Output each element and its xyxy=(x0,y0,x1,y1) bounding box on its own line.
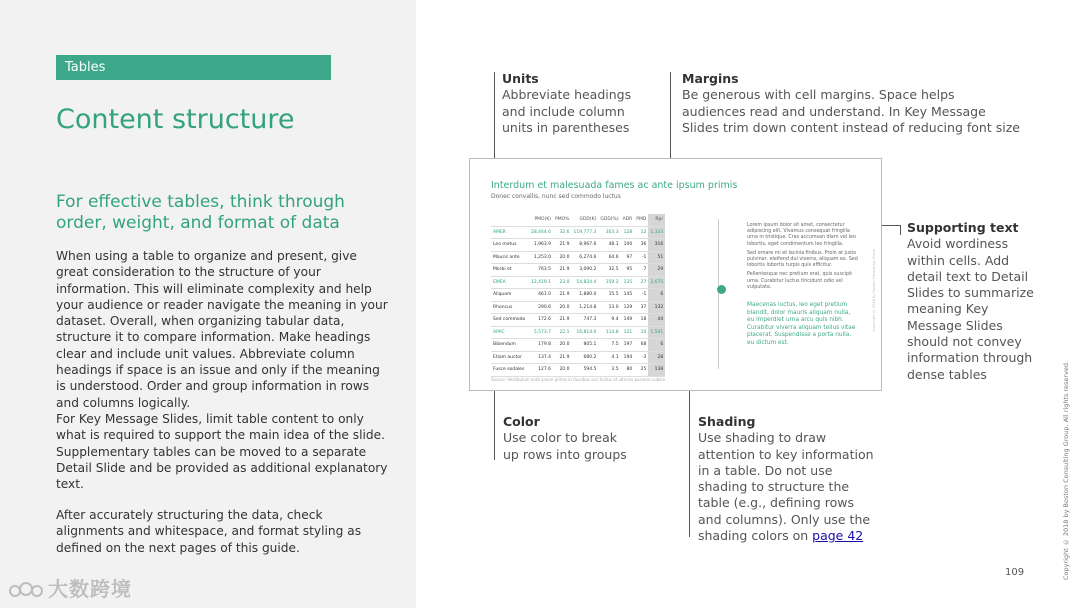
callout-supporting-body: Avoid wordiness within cells. Add detail text to Detail Slides to summarize meaning Key Message Slides should not convey information through dense tables xyxy=(907,236,1034,382)
table-cell: 4.1 xyxy=(598,351,620,364)
table-cell: 149 xyxy=(621,314,635,327)
table-cell: 29 xyxy=(648,264,665,277)
thumbnail-connector-dot xyxy=(717,285,726,294)
table-cell: 135 xyxy=(621,276,635,289)
table-header-cell: GDD(%) xyxy=(598,214,620,226)
table-cell: 3.5 xyxy=(598,364,620,377)
table-cell: 7.5 xyxy=(598,339,620,352)
table-row xyxy=(491,364,665,377)
table-cell: AMER xyxy=(491,226,529,239)
thumbnail-text-paragraph: Sed ornare mi et lacinia finibus. Proin at justo pulvinar, eleifend dui viverra, aliquam ex. Sed lobortis lobortis turpis quis efficitur. xyxy=(747,250,858,269)
thumbnail-divider xyxy=(718,219,719,369)
callout-margins-heading: Margins xyxy=(682,71,739,86)
table-cell: 32.5 xyxy=(598,264,620,277)
table-group-row xyxy=(491,226,665,239)
table-cell: -1 xyxy=(634,289,648,302)
page-title: Content structure xyxy=(56,104,295,135)
table-cell: 290.6 xyxy=(529,301,553,314)
thumbnail-title: Interdum et malesuada fames ac ante ipsum primis xyxy=(491,180,738,191)
thumbnail-subtitle: Donec convallis, nunc sed commodo luctus xyxy=(491,193,621,200)
table-cell: Rhoncus xyxy=(491,301,529,314)
thumbnail-source-note: Source: Vestibulum ante ipsum primis in faucibus orci luctus et ultrices posuere cubilia xyxy=(491,377,665,382)
table-cell: 16,814.0 xyxy=(571,326,598,339)
table-cell: 132 xyxy=(648,301,665,314)
table-cell: 197 xyxy=(621,339,635,352)
table-cell: Morbi et xyxy=(491,264,529,277)
table-cell: Etiam auctor xyxy=(491,351,529,364)
callout-units xyxy=(502,71,652,136)
section-tag: Tables xyxy=(56,55,331,80)
callout-supporting-text xyxy=(907,220,1037,383)
table-cell: 316 xyxy=(648,239,665,252)
table-cell: 20.0 xyxy=(553,251,571,264)
table-cell: 1,333 xyxy=(648,226,665,239)
table-cell: 680.2 xyxy=(571,351,598,364)
thumbnail-supporting-text xyxy=(747,223,859,294)
table-cell: Aliquam xyxy=(491,289,529,302)
table-header-cell: GDD(K) xyxy=(571,214,598,226)
table-cell: 121 xyxy=(621,326,635,339)
table-cell: 303.3 xyxy=(598,226,620,239)
callout-shading xyxy=(698,414,878,544)
table-row xyxy=(491,289,665,302)
table-header-cell: PMD xyxy=(634,214,648,226)
body-paragraph-3: After accurately structuring the data, check alignments and whitespace, and format styling as defined on the next pages of this guide. xyxy=(56,508,362,555)
table-cell: 27 xyxy=(634,276,648,289)
table-cell: 137.4 xyxy=(529,351,553,364)
table-cell: -1 xyxy=(634,251,648,264)
table-cell: 20.0 xyxy=(553,364,571,377)
table-cell: 21.9 xyxy=(553,239,571,252)
callout-shading-heading: Shading xyxy=(698,414,756,429)
table-cell: 54,834.4 xyxy=(571,276,598,289)
table-cell: 9.4 xyxy=(598,314,620,327)
callout-margins-text: Be generous with cell margins. Space helps audiences read and understand. In Key Message Slides trim down content instead of reducing font size xyxy=(682,87,1020,135)
watermark-logo-icon xyxy=(8,580,44,602)
table-cell: 48.1 xyxy=(598,239,620,252)
table-cell: 12 xyxy=(634,226,648,239)
callout-color xyxy=(503,414,633,463)
table-cell: Leo metus xyxy=(491,239,529,252)
table-row xyxy=(491,339,665,352)
table-group-row xyxy=(491,326,665,339)
table-cell: Fusce sodales xyxy=(491,364,529,377)
callout-color-text: Use color to break up rows into groups xyxy=(503,430,627,462)
table-cell: Mauris ante xyxy=(491,251,529,264)
example-data-table xyxy=(491,214,665,377)
callout-supporting-heading: Supporting text xyxy=(907,220,1019,235)
table-header-row xyxy=(491,214,665,226)
watermark-text: 大数跨境 xyxy=(48,577,132,601)
table-cell: EMEA xyxy=(491,276,529,289)
watermark xyxy=(8,573,132,602)
table-cell: 68 xyxy=(634,339,648,352)
table-cell: 64.6 xyxy=(598,251,620,264)
table-cell: 145 xyxy=(621,289,635,302)
table-cell: 37 xyxy=(634,301,648,314)
table-cell: 100 xyxy=(621,239,635,252)
table-cell: 461.0 xyxy=(529,289,553,302)
table-cell: 36 xyxy=(634,239,648,252)
table-cell: 2,675 xyxy=(648,276,665,289)
table-cell: 44 xyxy=(648,314,665,327)
table-cell: 127.6 xyxy=(529,364,553,377)
copyright-notice: Copyright © 2018 by Boston Consulting Group. All rights reserved. xyxy=(1062,360,1070,580)
table-row xyxy=(491,239,665,252)
table-row xyxy=(491,351,665,364)
table-cell: 25 xyxy=(634,364,648,377)
example-slide-thumbnail xyxy=(469,158,882,391)
table-cell: 5,573.7 xyxy=(529,326,553,339)
table-cell: 80 xyxy=(621,364,635,377)
table-cell: 128 xyxy=(621,226,635,239)
page-number: 109 xyxy=(1005,567,1025,578)
table-cell: 129 xyxy=(621,301,635,314)
table-cell: APAC xyxy=(491,326,529,339)
thumbnail-highlight-text: Maecenas luctus, leo eget pretium blandit, dolor mauris aliquam nulla, eu imperdiet urna arcu quis nibh. Curabitur viverra aliquam tellus vitae placerat. Suspendisse a porta nulla, eu dictum est. xyxy=(747,302,856,346)
table-cell: 1,253.0 xyxy=(529,251,553,264)
table-cell: 194 xyxy=(621,351,635,364)
table-cell: 1,880.0 xyxy=(571,289,598,302)
table-cell: 97 xyxy=(621,251,635,264)
table-header-cell: Rpr xyxy=(648,214,665,226)
subtitle: For effective tables, think through order, weight, and format of data xyxy=(56,192,345,233)
table-cell: 805.1 xyxy=(571,339,598,352)
table-cell: 594.5 xyxy=(571,364,598,377)
table-cell: 1,963.9 xyxy=(529,239,553,252)
table-cell: 12,419.1 xyxy=(529,276,553,289)
table-cell: 22.1 xyxy=(553,326,571,339)
thumbnail-text-paragraph: Lorem ipsum dolor sit amet, consectetur adipiscing elit. Vivamus consequat fringilla urna in tristique. Cras accumsan diam vel leo lobortis, eget condimentum leo fringilla. xyxy=(747,223,856,247)
table-cell: 3,090.2 xyxy=(571,264,598,277)
table-row xyxy=(491,264,665,277)
table-cell: Bibendum xyxy=(491,339,529,352)
table-cell: 21.9 xyxy=(553,351,571,364)
table-cell: 179.8 xyxy=(529,339,553,352)
table-cell: 21.9 xyxy=(553,314,571,327)
callout-color-heading: Color xyxy=(503,414,540,429)
table-cell: 747.3 xyxy=(571,314,598,327)
table-cell: 51 xyxy=(648,251,665,264)
callout-units-heading: Units xyxy=(502,71,539,86)
table-cell: 119,777.3 xyxy=(571,226,598,239)
table-cell: 6,274.6 xyxy=(571,251,598,264)
table-cell: 18 xyxy=(634,314,648,327)
table-cell: 1,214.8 xyxy=(571,301,598,314)
callout-shading-text: Use shading to draw attention to key information in a table. Do not use shading to structure the table (e.g., defining rows and columns). Only use the shading colors on xyxy=(698,430,874,544)
table-cell: 1,541 xyxy=(648,326,665,339)
table-cell: 10 xyxy=(634,326,648,339)
table-group-row xyxy=(491,276,665,289)
table-cell: 23.0 xyxy=(553,276,571,289)
table-row xyxy=(491,301,665,314)
table-cell: 359.2 xyxy=(598,276,620,289)
thumbnail-vertical-note: Copyright © 2018 by Boston Consulting Group xyxy=(872,249,876,332)
table-cell: 21.9 xyxy=(553,289,571,302)
table-cell: 15.5 xyxy=(598,289,620,302)
table-header-cell: PMO% xyxy=(553,214,571,226)
table-row xyxy=(491,314,665,327)
table-cell: 95 xyxy=(621,264,635,277)
table-cell: 172.6 xyxy=(529,314,553,327)
body-paragraph-2: For Key Message Slides, limit table content to only what is required to support the main idea of the slide. Supplementary tables can be moved to a separate Detail Slide and be provided as additional explanatory text. xyxy=(56,412,388,492)
callout-units-text: Abbreviate headings and include column units in parentheses xyxy=(502,87,632,135)
table-cell: 21.9 xyxy=(553,264,571,277)
table-cell: 6 xyxy=(648,339,665,352)
table-header-cell xyxy=(491,214,529,226)
table-cell: 6 xyxy=(648,289,665,302)
page-42-link[interactable]: page 42 xyxy=(812,528,864,544)
table-cell: 13.0 xyxy=(598,301,620,314)
table-header-cell: ADR xyxy=(621,214,635,226)
thumbnail-text-paragraph: Pellentesque nec pretium erat, quis suscipit urna. Curabitur luctus tincidunt odio vel vulputate. xyxy=(747,272,853,290)
table-cell: Sed commodo xyxy=(491,314,529,327)
table-cell: 28,444.6 xyxy=(529,226,553,239)
table-cell: 763.5 xyxy=(529,264,553,277)
table-cell: 138 xyxy=(648,364,665,377)
table-cell: 7 xyxy=(634,264,648,277)
left-panel xyxy=(0,0,416,608)
table-cell: 8,967.6 xyxy=(571,239,598,252)
table-cell: 114.8 xyxy=(598,326,620,339)
table-cell: 28 xyxy=(648,351,665,364)
supporting-leader-tick xyxy=(900,225,901,235)
callout-margins xyxy=(682,71,1022,136)
table-cell: 20.0 xyxy=(553,301,571,314)
table-header-cell: PMO(K) xyxy=(529,214,553,226)
table-row xyxy=(491,251,665,264)
table-cell: -3 xyxy=(634,351,648,364)
table-cell: 20.0 xyxy=(553,339,571,352)
table-cell: 32.6 xyxy=(553,226,571,239)
body-paragraph-1: When using a table to organize and present, give great consideration to the structure of your information. This will eliminate complexity and help your audience or reader navigate the meaning in your dataset. Overall, when organizing tabular data, structure it to compare information. Make headings clear and include unit values. Abbreviate column headings if space is an issue and only if the meaning is understood. Order and group information in rows and columns logically. xyxy=(56,249,388,410)
